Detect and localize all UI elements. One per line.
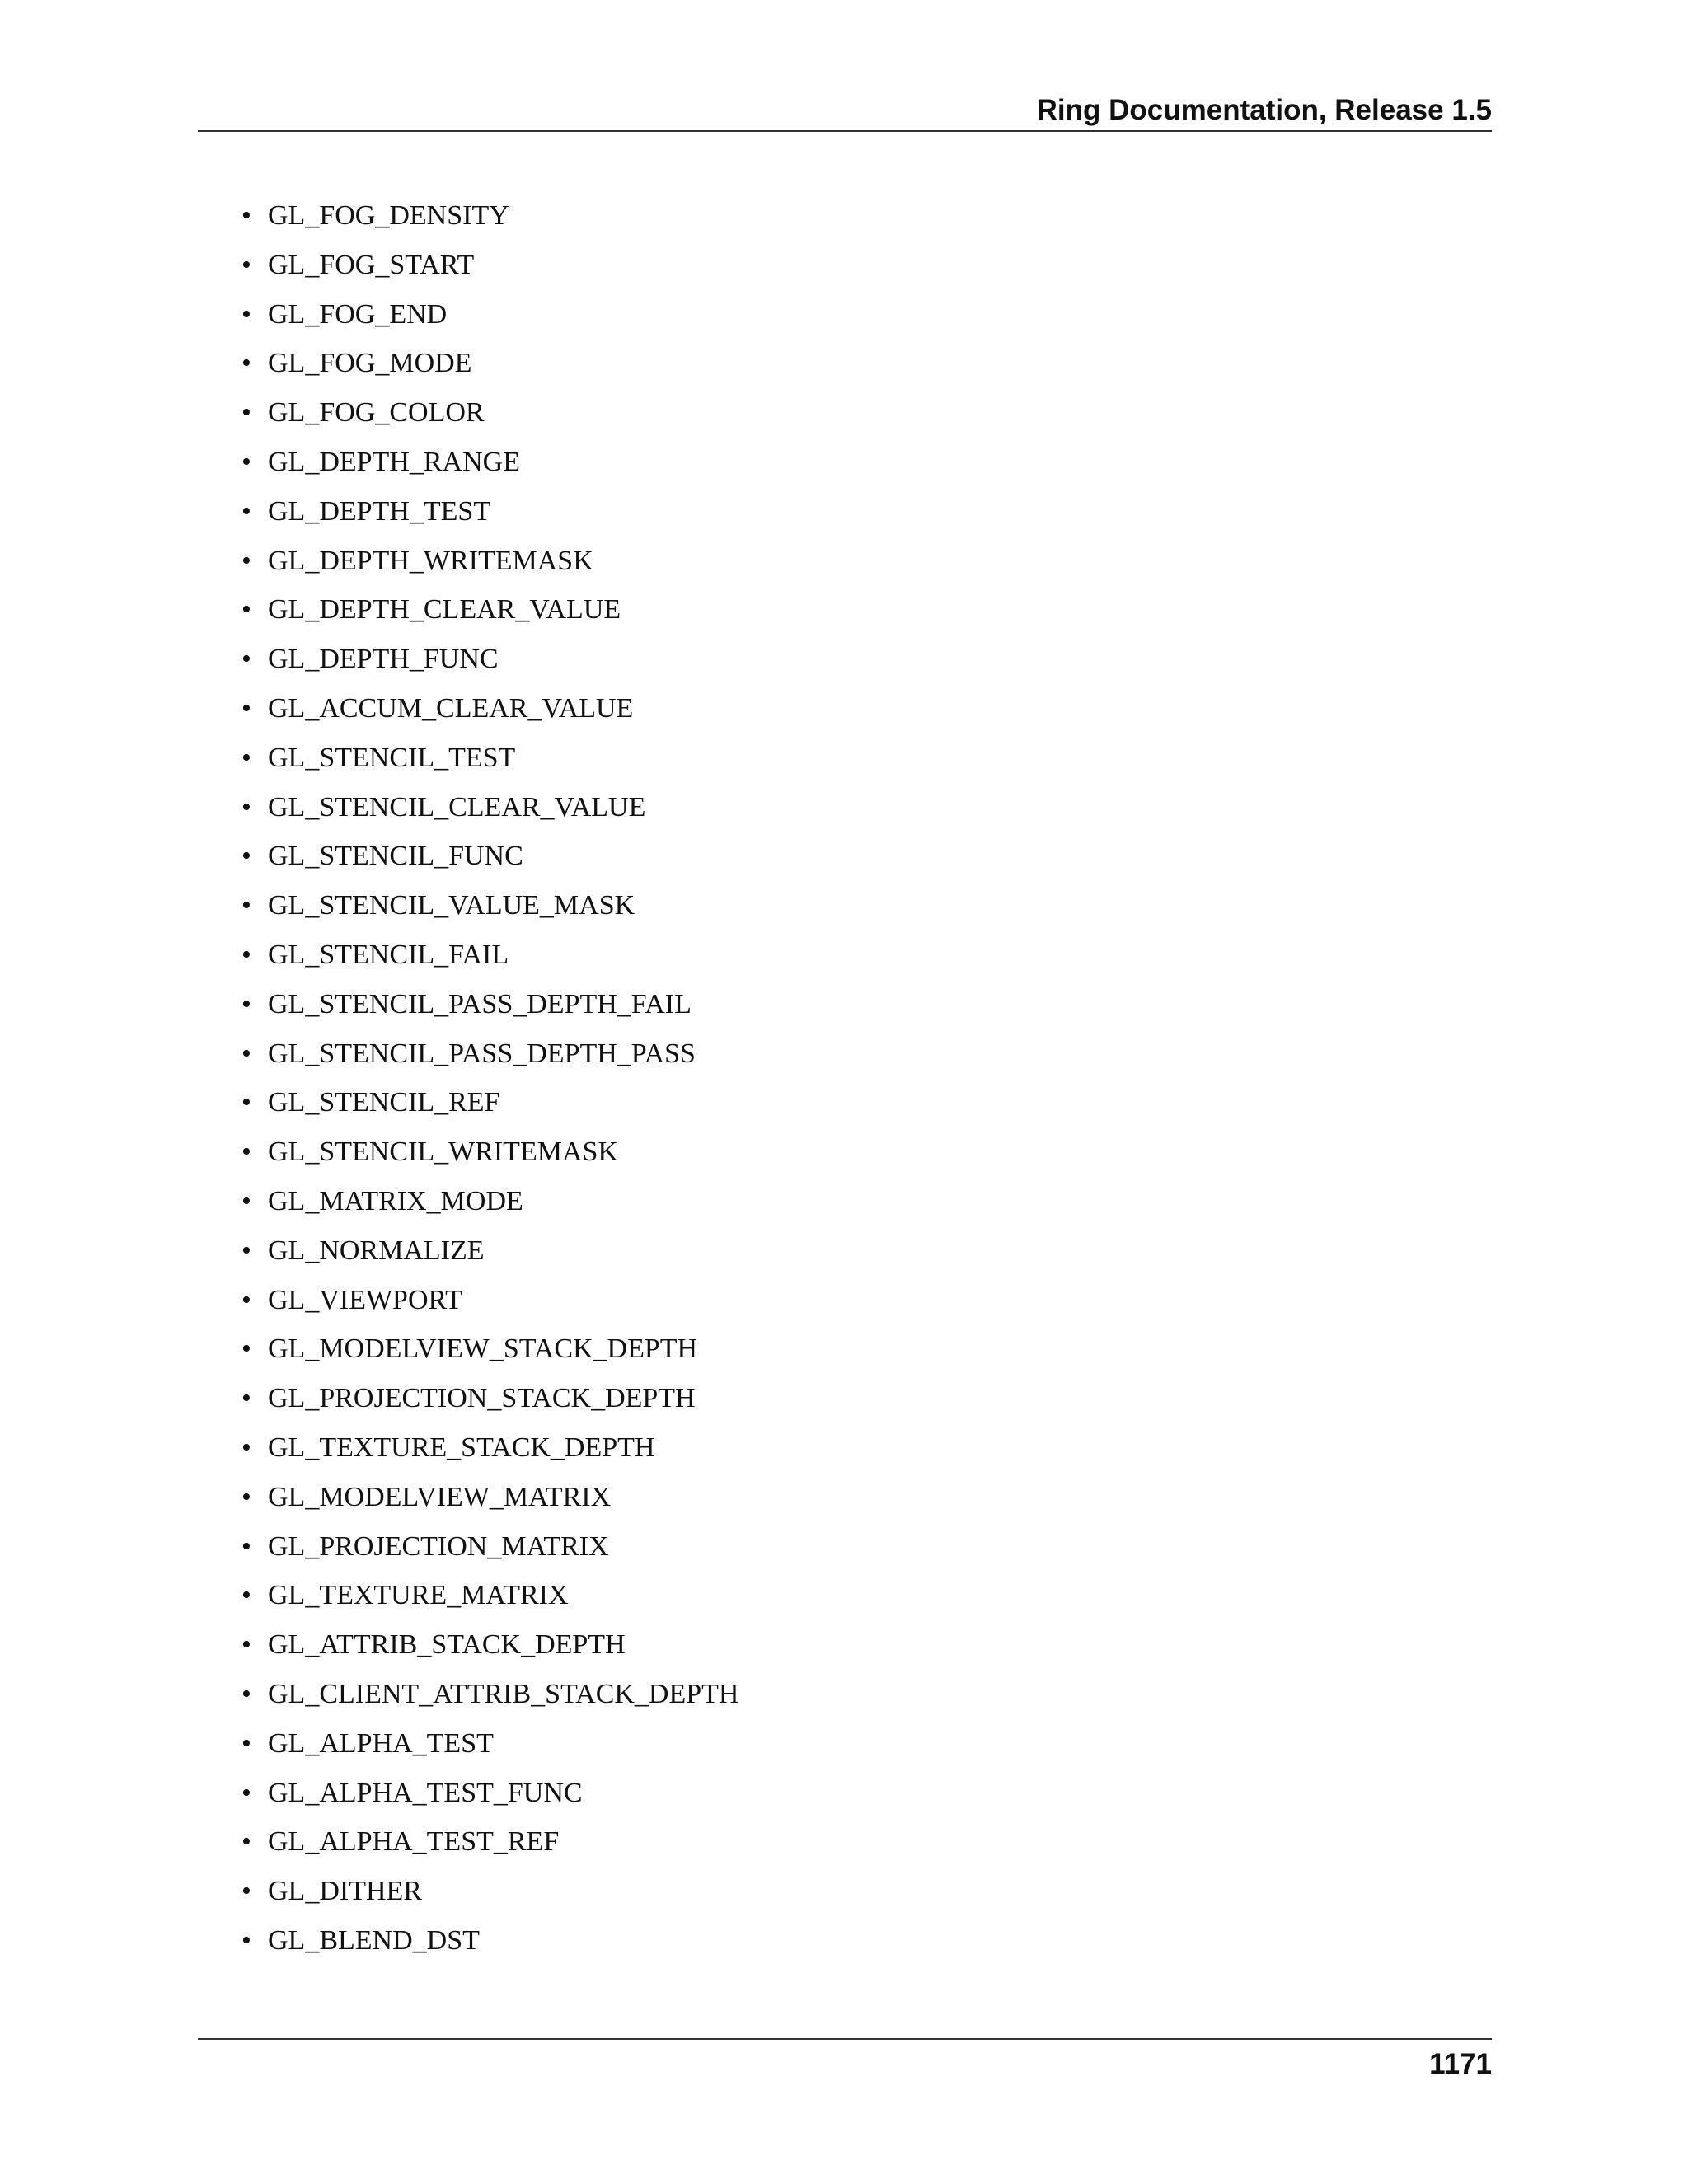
bullet-icon: • xyxy=(241,249,251,280)
bullet-icon: • xyxy=(241,1580,251,1611)
list-item-label: GL_STENCIL_TEST xyxy=(268,742,516,773)
list-item-label: GL_DEPTH_FUNC xyxy=(268,644,499,675)
list-item-label: GL_FOG_DENSITY xyxy=(268,200,509,231)
bullet-icon: • xyxy=(241,791,251,823)
bullet-icon: • xyxy=(241,693,251,724)
bullet-icon: • xyxy=(241,742,251,773)
bullet-icon: • xyxy=(241,1383,251,1414)
list-item-label: GL_VIEWPORT xyxy=(268,1284,462,1315)
list-item-label: GL_FOG_START xyxy=(268,249,475,280)
list-item-label: GL_MODELVIEW_STACK_DEPTH xyxy=(268,1333,698,1365)
list-item-label: GL_FOG_MODE xyxy=(268,348,472,379)
footer-divider xyxy=(198,2038,1492,2040)
list-item-label: GL_DEPTH_RANGE xyxy=(268,447,520,477)
list-item-label: GL_DITHER xyxy=(268,1876,422,1907)
list-item-label: GL_STENCIL_REF xyxy=(268,1087,500,1118)
list-item-label: GL_STENCIL_FAIL xyxy=(268,940,509,970)
list-item-label: GL_BLEND_DST xyxy=(268,1925,480,1956)
bullet-icon: • xyxy=(241,1038,251,1069)
bullet-icon: • xyxy=(241,890,251,921)
list-item-label: GL_MATRIX_MODE xyxy=(268,1186,523,1216)
list-item-label: GL_ATTRIB_STACK_DEPTH xyxy=(268,1629,626,1661)
bullet-icon: • xyxy=(241,1432,251,1463)
bullet-icon: • xyxy=(241,1333,251,1365)
list-item-label: GL_TEXTURE_STACK_DEPTH xyxy=(268,1432,655,1463)
bullet-icon: • xyxy=(241,988,251,1019)
header-divider xyxy=(198,130,1492,132)
bullet-icon: • xyxy=(241,841,251,872)
list-item-label: GL_STENCIL_PASS_DEPTH_PASS xyxy=(268,1038,696,1069)
list-item-label: GL_ALPHA_TEST xyxy=(268,1727,494,1759)
list-item-label: GL_STENCIL_PASS_DEPTH_FAIL xyxy=(268,988,692,1019)
list-item-label: GL_STENCIL_WRITEMASK xyxy=(268,1137,618,1168)
bullet-icon: • xyxy=(241,1679,251,1709)
bullet-icon: • xyxy=(241,1530,251,1562)
bullet-icon: • xyxy=(241,1876,251,1907)
list-item-label: GL_STENCIL_CLEAR_VALUE xyxy=(268,791,646,823)
bullet-icon: • xyxy=(241,1481,251,1512)
list-item-label: GL_DEPTH_CLEAR_VALUE xyxy=(268,594,621,626)
bullet-icon: • xyxy=(241,1727,251,1759)
bullet-icon: • xyxy=(241,495,251,527)
list-item-label: GL_ALPHA_TEST_REF xyxy=(268,1826,560,1858)
bullet-icon: • xyxy=(241,1826,251,1858)
bullet-icon: • xyxy=(241,1087,251,1118)
bullet-icon: • xyxy=(241,1777,251,1808)
bullet-icon: • xyxy=(241,447,251,477)
list-item-label: GL_PROJECTION_STACK_DEPTH xyxy=(268,1383,696,1414)
list-item-label: GL_NORMALIZE xyxy=(268,1235,485,1266)
list-item-label: GL_FOG_END xyxy=(268,298,448,330)
list-item-label: GL_TEXTURE_MATRIX xyxy=(268,1580,569,1611)
list-item-label: GL_ACCUM_CLEAR_VALUE xyxy=(268,693,634,724)
list-item-label: GL_PROJECTION_MATRIX xyxy=(268,1530,609,1562)
list-item-label: GL_MODELVIEW_MATRIX xyxy=(268,1481,612,1512)
bullet-icon: • xyxy=(241,1284,251,1315)
bullet-icon: • xyxy=(241,348,251,379)
bullet-icon: • xyxy=(241,644,251,675)
bullet-icon: • xyxy=(241,1186,251,1216)
list-item-label: GL_STENCIL_FUNC xyxy=(268,841,523,872)
bullet-icon: • xyxy=(241,200,251,231)
bullet-icon: • xyxy=(241,545,251,576)
list-item-label: GL_STENCIL_VALUE_MASK xyxy=(268,890,635,921)
list-item-label: GL_FOG_COLOR xyxy=(268,397,485,429)
bullet-icon: • xyxy=(241,594,251,626)
bullet-icon: • xyxy=(241,1925,251,1956)
bullet-icon: • xyxy=(241,1629,251,1661)
page-header-title: Ring Documentation, Release 1.5 xyxy=(1036,94,1492,126)
list-item-label: GL_CLIENT_ATTRIB_STACK_DEPTH xyxy=(268,1679,739,1709)
list-item-label: GL_DEPTH_TEST xyxy=(268,495,491,527)
bullet-icon: • xyxy=(241,298,251,330)
bullet-icon: • xyxy=(241,940,251,970)
list-item-label: GL_ALPHA_TEST_FUNC xyxy=(268,1777,583,1808)
page-number: 1171 xyxy=(1429,2048,1492,2080)
bullet-icon: • xyxy=(241,397,251,429)
bullet-icon: • xyxy=(241,1137,251,1168)
bullet-icon: • xyxy=(241,1235,251,1266)
list-item-label: GL_DEPTH_WRITEMASK xyxy=(268,545,593,576)
